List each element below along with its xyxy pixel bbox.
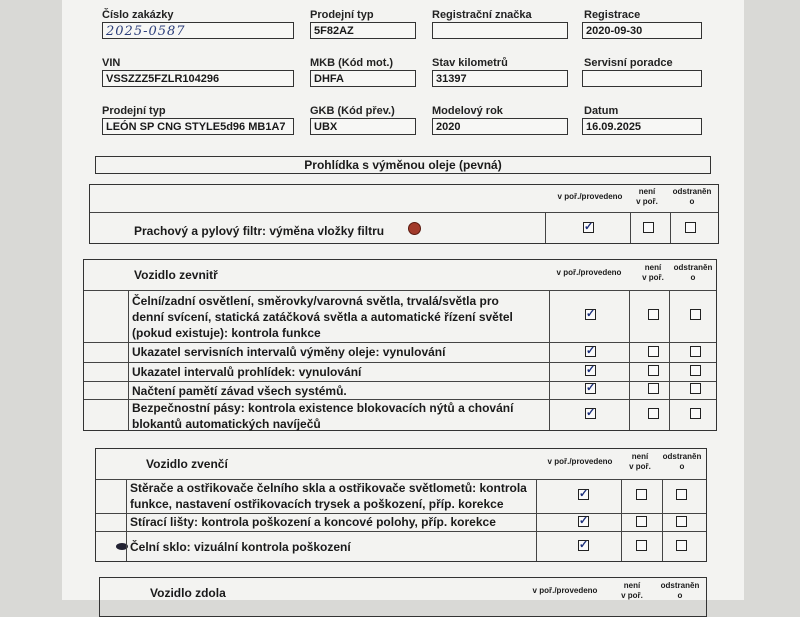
- sales-type-2-field[interactable]: LEÓN SP CNG STYLE5d96 MB1A7: [102, 118, 294, 135]
- removed-checkbox[interactable]: [690, 346, 701, 357]
- col-done-header: v poř./provedeno: [532, 586, 598, 595]
- registration-field[interactable]: 2020-09-30: [582, 22, 702, 39]
- removed-checkbox[interactable]: [676, 489, 687, 500]
- reg-plate-label: Registrační značka: [432, 9, 532, 21]
- col-none-header: není v poř.: [642, 263, 664, 282]
- done-checkbox[interactable]: [585, 309, 596, 320]
- row-text: Čelní/zadní osvětlení, směrovky/varovná světla, trvalá/světla pro denní svícení, statická zatáčková světla a automatické řízení světel (pokud existuje): kontrola funkce: [132, 294, 513, 340]
- table-row: [96, 531, 706, 561]
- col-done-header: v poř./provedeno: [556, 268, 622, 277]
- section-title: Vozidlo zvenčí: [146, 457, 228, 471]
- mkb-label: MKB (Kód mot.): [310, 57, 394, 69]
- col-removed-header: odstraněn o: [672, 187, 712, 206]
- table-row: [84, 381, 716, 399]
- col-none-header: není v poř.: [621, 581, 643, 600]
- row-text: Ukazatel intervalů prohlídek: vynulování: [132, 365, 362, 379]
- vin-label: VIN: [102, 57, 121, 69]
- row-text: Stírací lišty: kontrola poškození a koncové polohy, příp. korekce: [130, 515, 496, 529]
- removed-checkbox[interactable]: [690, 365, 701, 376]
- removed-checkbox[interactable]: [676, 540, 687, 551]
- row-text: Čelní sklo: vizuální kontrola poškození: [130, 540, 351, 554]
- done-checkbox[interactable]: [585, 408, 596, 419]
- none-checkbox[interactable]: [648, 408, 659, 419]
- service-advisor-label: Servisní poradce: [584, 57, 673, 69]
- table-row: [84, 290, 716, 342]
- date-label: Datum: [584, 105, 619, 117]
- service-advisor-field[interactable]: [582, 70, 702, 87]
- none-checkbox[interactable]: [648, 346, 659, 357]
- removed-checkbox[interactable]: [690, 309, 701, 320]
- none-checkbox[interactable]: [636, 489, 647, 500]
- order-no-label: Číslo zakázky: [102, 9, 174, 21]
- table-row: [84, 342, 716, 362]
- table-row: [84, 399, 716, 430]
- table-row: [90, 212, 718, 243]
- filter-removed-checkbox[interactable]: [685, 222, 696, 233]
- col-done-header: v poř./provedeno: [557, 192, 623, 201]
- underbody-section: [99, 577, 707, 617]
- table-row: [96, 513, 706, 531]
- table-row: [96, 479, 706, 513]
- mkb-field[interactable]: DHFA: [310, 70, 416, 87]
- row-text: Stěrače a ostřikovače čelního skla a ostřikovače světlometů: kontrola funkce, nastavení ostřikovacích trysek a poškození, příp. korekce: [130, 481, 527, 511]
- col-removed-header: odstraněn o: [662, 452, 702, 471]
- none-checkbox[interactable]: [648, 383, 659, 394]
- col-removed-header: odstraněn o: [660, 581, 700, 600]
- removed-checkbox[interactable]: [676, 516, 687, 527]
- filter-none-checkbox[interactable]: [643, 222, 654, 233]
- col-done-header: v poř./provedeno: [547, 457, 613, 466]
- done-checkbox[interactable]: [578, 489, 589, 500]
- red-dot-icon: [408, 222, 421, 235]
- sales-type-2-label: Prodejní typ: [102, 105, 166, 117]
- gkb-label: GKB (Kód přev.): [310, 105, 395, 117]
- interior-section: [83, 259, 717, 431]
- exterior-section: [95, 448, 707, 562]
- col-none-header: není v poř.: [629, 452, 651, 471]
- done-checkbox[interactable]: [585, 365, 596, 376]
- row-text: Prachový a pylový filtr: výměna vložky filtru: [134, 224, 385, 238]
- registration-label: Registrace: [584, 9, 641, 21]
- gkb-field[interactable]: UBX: [310, 118, 416, 135]
- table-row: [84, 362, 716, 381]
- removed-checkbox[interactable]: [690, 408, 701, 419]
- km-field[interactable]: 31397: [432, 70, 568, 87]
- filter-done-checkbox[interactable]: [583, 222, 594, 233]
- removed-checkbox[interactable]: [690, 383, 701, 394]
- done-checkbox[interactable]: [585, 383, 596, 394]
- sales-type-label: Prodejní typ: [310, 9, 374, 21]
- sales-type-field[interactable]: 5F82AZ: [310, 22, 416, 39]
- row-text: Ukazatel servisních intervalů výměny oleje: vynulování: [132, 345, 446, 359]
- model-year-field[interactable]: 2020: [432, 118, 568, 135]
- vin-field[interactable]: VSSZZZ5FZLR104296: [102, 70, 294, 87]
- row-text: Načtení pamětí závad všech systémů.: [132, 384, 347, 398]
- model-year-label: Modelový rok: [432, 105, 503, 117]
- done-checkbox[interactable]: [578, 516, 589, 527]
- filter-section: [89, 184, 719, 244]
- order-no-field[interactable]: 2025-0587: [102, 22, 294, 39]
- inspection-title: Prohlídka s výměnou oleje (pevná): [95, 156, 711, 174]
- section-title: Vozidlo zdola: [150, 586, 226, 600]
- none-checkbox[interactable]: [648, 365, 659, 376]
- col-removed-header: odstraněn o: [673, 263, 713, 282]
- date-field[interactable]: 16.09.2025: [582, 118, 702, 135]
- km-label: Stav kilometrů: [432, 57, 508, 69]
- done-checkbox[interactable]: [578, 540, 589, 551]
- col-none-header: není v poř.: [636, 187, 658, 206]
- none-checkbox[interactable]: [648, 309, 659, 320]
- none-checkbox[interactable]: [636, 540, 647, 551]
- reg-plate-field[interactable]: [432, 22, 568, 39]
- none-checkbox[interactable]: [636, 516, 647, 527]
- section-title: Vozidlo zevnitř: [134, 268, 218, 282]
- row-text: Bezpečnostní pásy: kontrola existence blokovacích nýtů a chování blokantů automatických navíječů: [132, 401, 514, 431]
- done-checkbox[interactable]: [585, 346, 596, 357]
